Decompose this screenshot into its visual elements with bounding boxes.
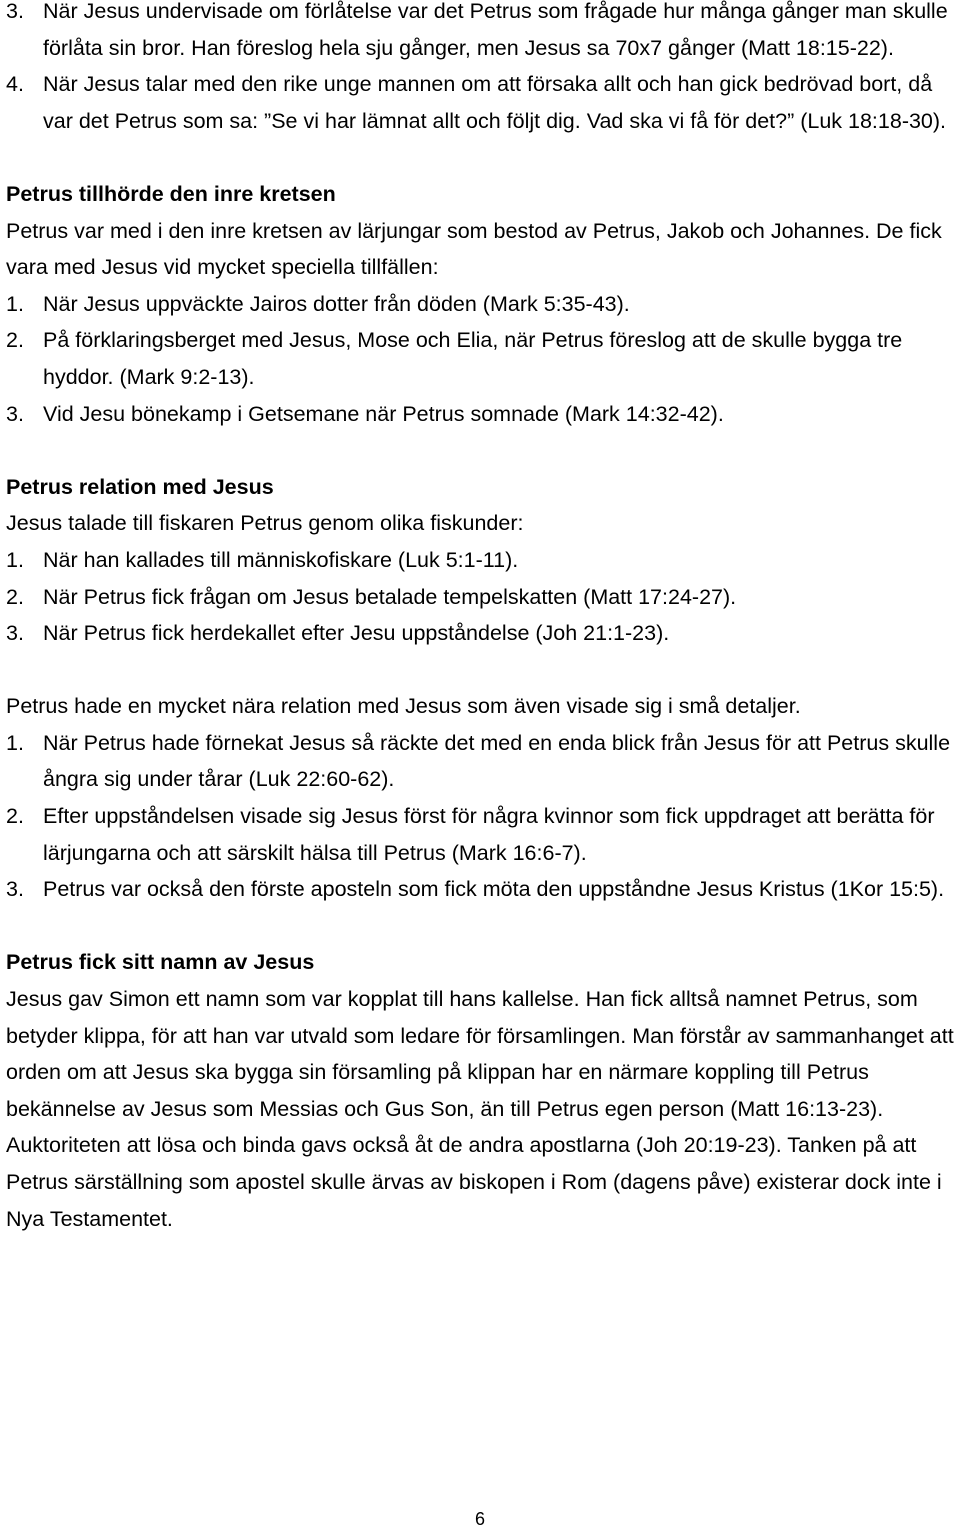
list-text: På förklaringsberget med Jesus, Mose och Elia, när Petrus föreslog att de skulle bygga tre hyddor. (Mark 9:2-13). [43,328,903,389]
list-number: 3. [6,877,24,902]
list-number: 2. [6,584,24,609]
list-number: 1. [6,730,24,755]
paragraph-relation-intro: Jesus talade till fiskaren Petrus genom olika fiskunder: [6,511,524,536]
list-item [6,396,958,433]
page-number: 6 [474,1509,485,1529]
details-list [6,725,958,908]
list-text: När Jesus uppväckte Jairos dotter från döden (Mark 5:35-43). [43,291,630,316]
list-item [6,579,958,616]
list-number: 3. [6,0,24,23]
spacer [6,139,958,176]
list-text: När han kallades till människofiskare (Luk 5:1-11). [43,547,519,572]
list-number: 3. [6,621,24,646]
list-number: 1. [6,547,24,572]
list-text: När Jesus talar med den rike unge mannen om att försaka allt och han gick bedrövad bort, då var det Petrus som sa: ”Se vi har lämnat allt och följt dig. Vad ska vi få för det?” (Luk 18:18-30). [43,72,947,133]
paragraph-inner-circle-intro: Petrus var med i den inre kretsen av lärjungar som bestod av Petrus, Jakob och Johannes. De fick vara med Jesus vid mycket speciella tillfällen: [6,218,942,280]
list-number: 1. [6,291,24,316]
list-item [6,798,958,871]
list-text: När Jesus undervisade om förlåtelse var det Petrus som frågade hur många gånger man skulle förlåta sin bror. Han föreslog hela sju gånger, men Jesus sa 70x7 gånger (Matt 18:15-22). [43,0,948,60]
list-item [6,0,958,66]
paragraph-name-body: Jesus gav Simon ett namn som var kopplat till hans kallelse. Han fick alltså namnet Petrus, som betyder klippa, för att han var utvald som ledare för församlingen. Man förstår av sammanhanget att orden om att Jesus ska bygga sin församling på klippan har en närmare koppling till Petrus bekännelse av Jesus som Messias och Gus Son, än till Petrus egen person (Matt 16:13-23). Auktoriteten att lösa och binda gavs också åt de andra apostlarna (Joh 20:19-23). Tanken på att Petrus särställning som apostel skulle ärvas av biskopen i Rom (dagens påve) existerar dock inte i Nya Testamentet. [6,987,954,1231]
fishing-list [6,542,958,652]
spacer [6,652,958,689]
list-text: När Petrus hade förnekat Jesus så räckte det med en enda blick från Jesus för att Petrus skulle ångra sig under tårar (Luk 22:60-62). [43,730,951,792]
list-text: När Petrus fick herdekallet efter Jesu uppståndelse (Joh 21:1-23). [43,621,670,646]
section-heading-inner-circle: Petrus tillhörde den inre kretsen [6,181,336,206]
paragraph-relation-details: Petrus hade en mycket nära relation med Jesus som även visade sig i små detaljer. [6,694,801,719]
spacer [6,432,958,469]
list-item [6,615,958,652]
list-number: 2. [6,328,24,353]
intro-list [6,0,958,139]
list-text: När Petrus fick frågan om Jesus betalade tempelskatten (Matt 17:24-27). [43,584,737,609]
list-item [6,542,958,579]
list-number: 3. [6,401,24,426]
list-number: 4. [6,72,24,97]
list-text: Vid Jesu bönekamp i Getsemane när Petrus somnade (Mark 14:32-42). [43,401,724,426]
list-item [6,871,958,908]
section-heading-relation: Petrus relation med Jesus [6,474,274,499]
list-text: Petrus var också den förste aposteln som fick möta den uppståndne Jesus Kristus (1Kor 15:5). [43,877,945,902]
list-item [6,725,958,798]
section-heading-name: Petrus fick sitt namn av Jesus [6,950,315,975]
list-item [6,286,958,323]
list-text: Efter uppståndelsen visade sig Jesus först för några kvinnor som fick uppdraget att berätta för lärjungarna och att särskilt hälsa till Petrus (Mark 16:6-7). [43,804,935,865]
list-number: 2. [6,804,24,829]
spacer [6,908,958,945]
list-item [6,66,958,139]
inner-circle-list [6,286,958,432]
list-item [6,322,958,395]
